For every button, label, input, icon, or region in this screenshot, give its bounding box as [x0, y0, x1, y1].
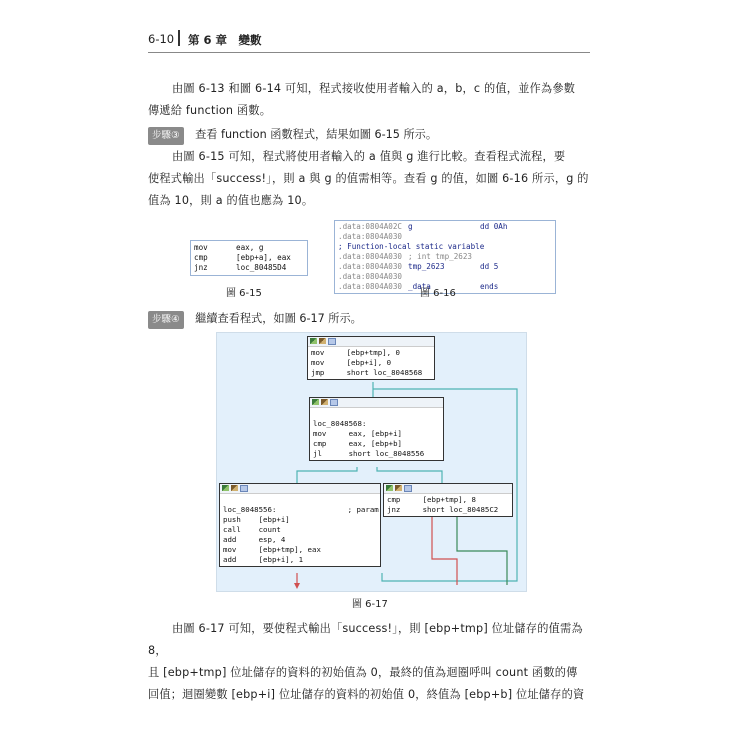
figure-6-15-code: [190, 240, 308, 276]
step-3-text: 查看 function 函數程式，結果如圖 6-15 所示。: [195, 128, 438, 141]
graph-icon: [310, 338, 317, 344]
text-view-icon: [240, 485, 248, 492]
paragraph-2-line-1: 由圖 6-15 可知，程式將使用者輸入的 a 值與 g 進行比較。查看程式流程，要: [172, 150, 566, 163]
chapter-title: 第 6 章 變數: [188, 33, 262, 47]
text-view-icon: [330, 399, 338, 406]
page-header: [148, 30, 590, 53]
asm-line: cmp [ebp+tmp], 8: [387, 495, 476, 504]
asm-line: loc_8048568:: [313, 419, 367, 428]
text-view-icon: [328, 338, 336, 345]
node-titlebar: [220, 484, 380, 494]
graph-node-3: [219, 483, 381, 567]
node-titlebar: [310, 398, 443, 408]
code-args: [ebp+a], eax: [236, 253, 291, 262]
color-icon: [321, 399, 328, 405]
asm-line: mov [ebp+tmp], eax: [223, 545, 321, 554]
data-row: [338, 232, 552, 252]
data-row: [338, 252, 552, 262]
code-row: [194, 253, 304, 263]
data-comment: ; int tmp_2623: [408, 252, 473, 261]
data-name: g: [408, 222, 413, 231]
graph-icon: [312, 399, 319, 405]
paragraph-2-line-3: 值為 10，則 a 的值也應為 10。: [148, 194, 314, 207]
graph-icon: [386, 485, 393, 491]
figure-6-17-caption: 圖 6-17: [352, 599, 388, 610]
graph-icon: [222, 485, 229, 491]
paragraph-1-line-2: 傳遞給 function 函數。: [148, 104, 272, 117]
color-icon: [319, 338, 326, 344]
asm-line: call count: [223, 525, 281, 534]
asm-line: push [ebp+i]: [223, 515, 290, 524]
data-address: .data:0804A030: [338, 282, 403, 291]
figure-6-15-caption: 圖 6-15: [226, 288, 262, 299]
asm-line: mov [ebp+i], 0: [311, 358, 392, 367]
data-address: .data:0804A030: [338, 252, 403, 261]
data-row: [338, 222, 552, 232]
paragraph-2: [148, 146, 592, 212]
arrow-head-icon: [294, 583, 300, 589]
color-icon: [395, 485, 402, 491]
paragraph-1: [148, 78, 592, 122]
asm-line: mov eax, [ebp+i]: [313, 429, 402, 438]
step-3: [148, 126, 437, 145]
paragraph-3-line-2: 且 [ebp+tmp] 位址儲存的資料的初始值為 0，最終的值為迴圈呼叫 count 函數的傳: [148, 666, 578, 679]
step-4-text: 繼續查看程式，如圖 6-17 所示。: [195, 312, 362, 325]
asm-line: jnz short loc_80485C2: [387, 505, 499, 514]
step-3-badge: 步驟③: [148, 127, 184, 145]
text-view-icon: [404, 485, 412, 492]
step-4: [148, 310, 362, 329]
data-name: tmp_2623: [408, 262, 445, 271]
graph-node-4: [383, 483, 513, 517]
edge-n2-n3: [297, 467, 357, 483]
data-row: [338, 262, 552, 272]
edge-n2-n4: [377, 467, 442, 483]
page-number: 6-10: [148, 32, 175, 46]
edge-n4-green: [457, 516, 507, 585]
edge-n4-red: [432, 516, 457, 585]
asm-line: jmp short loc_8048568: [311, 368, 423, 377]
code-args: loc_80485D4: [236, 263, 287, 272]
code-row: [194, 243, 304, 253]
asm-line: jl short loc_8048556: [313, 449, 425, 458]
data-address: .data:0804A030: [338, 262, 403, 271]
figure-6-16-code: [334, 220, 556, 294]
step-4-badge: 步驟④: [148, 311, 184, 329]
code-op: jnz: [194, 263, 208, 272]
asm-line: [223, 495, 377, 505]
code-args: eax, g: [236, 243, 264, 252]
graph-node-1: [307, 336, 435, 380]
color-icon: [231, 485, 238, 491]
data-address: .data:0804A030: [338, 232, 403, 241]
graph-node-2: [309, 397, 444, 461]
header-divider: [178, 30, 180, 46]
asm-line: cmp eax, [ebp+b]: [313, 439, 402, 448]
figure-6-16-caption: 圖 6-16: [420, 288, 456, 299]
asm-line: add [ebp+i], 1: [223, 555, 304, 564]
data-address: .data:0804A030: [338, 272, 403, 281]
data-value: dd 5: [480, 262, 499, 271]
asm-line: [313, 409, 440, 419]
paragraph-1-line-1: 由圖 6-13 和圖 6-14 可知，程式接收使用者輸入的 a，b，c 的值，並作為參數: [172, 82, 576, 95]
asm-line: mov [ebp+tmp], 0: [311, 348, 400, 357]
data-row: [338, 272, 552, 282]
asm-line: add esp, 4: [223, 535, 286, 544]
code-op: cmp: [194, 253, 208, 262]
data-name: _data: [408, 282, 431, 291]
paragraph-2-line-2: 使程式輸出「success!」，則 a 與 g 的值需相等。查看 g 的值，如圖 6-16 所示，g 的: [148, 172, 589, 185]
node-titlebar: [308, 337, 434, 347]
paragraph-3-line-3: 回值；迴圈變數 [ebp+i] 位址儲存的資料的初始值 0，終值為 [ebp+b] 位址儲存的資: [148, 688, 585, 701]
data-comment: ; Function-local static variable: [338, 242, 485, 251]
data-value: ends: [480, 282, 499, 291]
code-op: mov: [194, 243, 208, 252]
code-row: [194, 263, 304, 273]
asm-line: loc_8048556: ; param: [223, 505, 379, 514]
data-address: .data:0804A02C: [338, 222, 403, 231]
data-value: dd 0Ah: [480, 222, 508, 231]
paragraph-3-line-1: 由圖 6-17 可知，要使程式輸出「success!」，則 [ebp+tmp] 位址儲存的值需為 8，: [148, 622, 583, 657]
node-titlebar: [384, 484, 512, 494]
paragraph-3: [148, 618, 592, 706]
figure-6-17-graph: [216, 332, 527, 592]
